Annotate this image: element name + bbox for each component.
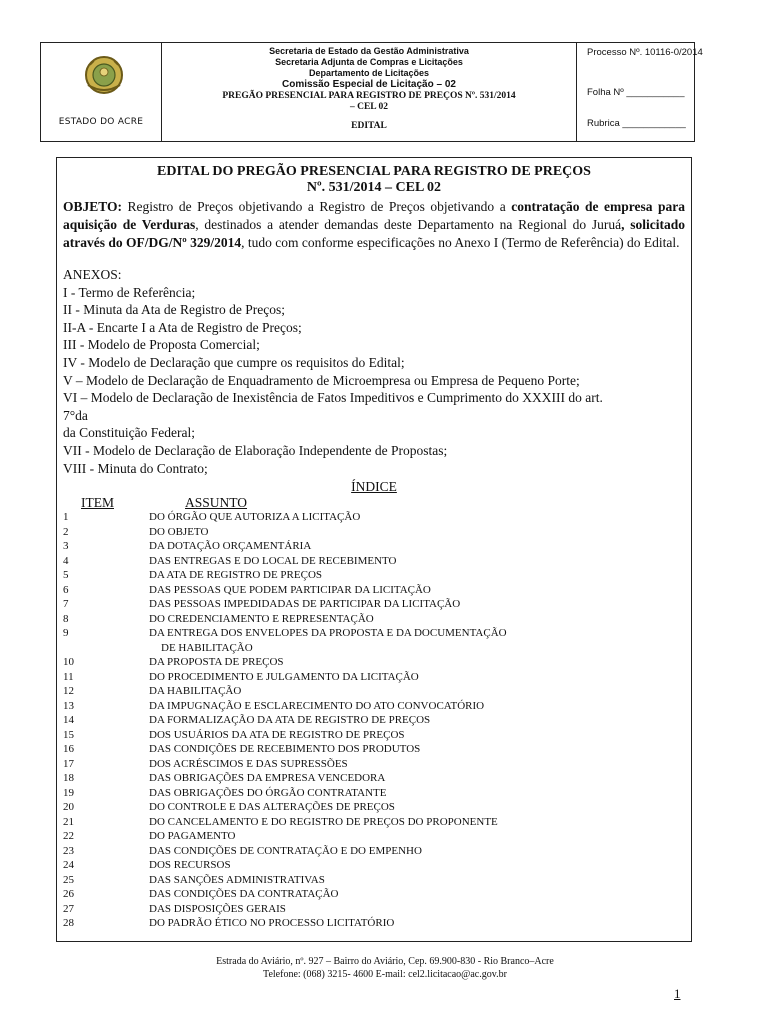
indice-row — [63, 539, 691, 554]
indice-item-number: 26 — [63, 888, 74, 901]
objeto-text-2: , destinados a atender demandas deste Departamento na Regional do Juruá — [195, 217, 622, 232]
objeto-paragraph — [63, 198, 685, 252]
comissao-line: Comissão Especial de Licitação – 02 — [282, 79, 456, 90]
indice-item-subject — [149, 554, 691, 569]
indice-subject-text: DAS SANÇÕES ADMINISTRATIVAS — [149, 873, 325, 886]
indice-row — [63, 742, 691, 757]
indice-row — [63, 815, 691, 830]
anexo-item: I - Termo de Referência; — [63, 284, 196, 300]
indice-item-number: 3 — [63, 540, 69, 553]
indice-item-subject — [149, 583, 691, 598]
indice-subject-text: DO ÓRGÃO QUE AUTORIZA A LICITAÇÃO — [149, 511, 361, 524]
indice-subject-text: DAS CONDIÇÕES DE RECEBIMENTO DOS PRODUTOS — [149, 743, 421, 756]
anexos-label: ANEXOS: — [63, 267, 122, 282]
indice-item-subject — [149, 742, 691, 757]
indice-subject-text: DAS CONDIÇÕES DA CONTRATAÇÃO — [149, 888, 339, 901]
anexo-item: VIII - Minuta do Contrato; — [63, 460, 208, 476]
state-name: ESTADO DO ACRE — [58, 117, 144, 127]
indice-item-number: 21 — [63, 815, 74, 828]
title-line-1: EDITAL DO PREGÃO PRESENCIAL PARA REGISTRO DE PREÇOS — [157, 164, 591, 179]
indice-subject-text: DOS ACRÉSCIMOS E DAS SUPRESSÕES — [149, 757, 348, 770]
indice-item-subject — [149, 815, 691, 830]
indice-subject-text: DA PROPOSTA DE PREÇOS — [149, 656, 284, 669]
indice-item-number: 8 — [63, 612, 69, 625]
folha-field: Folha Nº ___________ — [587, 87, 685, 98]
indice-row — [63, 728, 691, 743]
objeto-text-3: , tudo com conforme especificações no Anexo I (Termo de Referência) do Edital. — [241, 235, 680, 250]
indice-subject-text: DOS RECURSOS — [149, 859, 231, 872]
indice-row — [63, 568, 691, 583]
indice-item-subject — [149, 873, 691, 888]
footer-address: Estrada do Aviário, nº. 927 – Bairro do Aviário, Cep. 69.900-830 - Rio Branco–Acre — [216, 956, 554, 967]
indice-subject-text: DAS DISPOSIÇÕES GERAIS — [149, 902, 286, 915]
edital-title — [57, 164, 691, 196]
indice-item-subject — [149, 612, 691, 627]
anexo-item: III - Modelo de Proposta Comercial; — [63, 337, 260, 353]
indice-item-number: 11 — [63, 670, 74, 683]
indice-item-number: 2 — [63, 525, 69, 538]
processo-number: Processo Nº. 10116-0/2014 — [587, 47, 703, 58]
indice-item-number: 4 — [63, 554, 69, 567]
indice-item-subject — [149, 902, 691, 917]
title-line-2: Nº. 531/2014 – CEL 02 — [306, 180, 442, 195]
indice-item-subject — [149, 800, 691, 815]
indice-item-subject — [149, 786, 691, 801]
indice-row — [63, 757, 691, 772]
indice-item-subject — [149, 829, 691, 844]
indice-item-subject — [149, 655, 691, 670]
indice-item-subject — [149, 684, 691, 699]
indice-row — [63, 684, 691, 699]
indice-subject-text: DO CREDENCIAMENTO E REPRESENTAÇÃO — [149, 612, 374, 625]
indice-item-subject — [149, 699, 691, 714]
indice-item-subject — [149, 510, 691, 525]
indice-item-number: 12 — [63, 685, 74, 698]
indice-row — [63, 670, 691, 685]
indice-subject-text: DA ATA DE REGISTRO DE PREÇOS — [149, 569, 323, 582]
header-process-cell — [577, 43, 703, 141]
indice-item-subject — [149, 728, 691, 743]
footer-contact: Telefone: (068) 3215- 4600 E-mail: cel2.licitacao@ac.gov.br — [263, 969, 507, 980]
indice-item-number: 18 — [63, 772, 74, 785]
indice-item-number: 25 — [63, 873, 74, 886]
indice-item-subject — [149, 525, 691, 540]
indice-item-number: 10 — [63, 656, 74, 669]
anexos-list — [63, 266, 685, 477]
indice-subject-text: DAS CONDIÇÕES DE CONTRATAÇÃO E DO EMPENHO — [149, 844, 422, 857]
page-number: 1 — [674, 986, 681, 1001]
anexo-item: VII - Modelo de Declaração de Elaboração Independente de Propostas; — [63, 442, 448, 458]
anexo-item: II-A - Encarte I a Ata de Registro de Preços; — [63, 319, 302, 335]
indice-item-subject — [149, 757, 691, 772]
indice-item-subject — [149, 916, 691, 931]
indice-row — [63, 583, 691, 598]
indice-item-number: 20 — [63, 801, 74, 814]
indice-item-number: 27 — [63, 902, 74, 915]
indice-item-number: 24 — [63, 859, 74, 872]
anexo-item: da Constituição Federal; — [63, 425, 195, 441]
indice-item-number: 7 — [63, 598, 69, 611]
anexo-item: V – Modelo de Declaração de Enquadramento de Microempresa ou Empresa de Pequeno Porte; — [63, 372, 580, 388]
indice-subject-text: DO PAGAMENTO — [149, 830, 236, 843]
edital-content-box — [56, 157, 692, 942]
indice-row — [63, 916, 691, 931]
header-title-cell — [162, 43, 577, 141]
indice-subject-continuation: DE HABILITAÇÃO — [161, 641, 253, 654]
indice-subject-text: DAS PESSOAS QUE PODEM PARTICIPAR DA LICITAÇÃO — [149, 583, 431, 596]
indice-item-number: 28 — [63, 917, 74, 930]
indice-row — [63, 786, 691, 801]
indice-item-number: 15 — [63, 728, 74, 741]
indice-item-number: 16 — [63, 743, 74, 756]
secretaria-line: Secretaria de Estado da Gestão Administrativa — [269, 46, 469, 56]
indice-item-subject — [149, 713, 691, 728]
indice-item-subject — [149, 626, 691, 655]
indice-subject-text: DA FORMALIZAÇÃO DA ATA DE REGISTRO DE PREÇOS — [149, 714, 431, 727]
rubrica-field: Rubrica ____________ — [587, 118, 686, 129]
indice-item-number: 22 — [63, 830, 74, 843]
anexo-item: 7°da — [63, 407, 88, 423]
indice-row — [63, 829, 691, 844]
indice-item-number: 5 — [63, 569, 69, 582]
indice-row — [63, 554, 691, 569]
departamento-line: Departamento de Licitações — [308, 68, 430, 78]
indice-subject-text: DA ENTREGA DOS ENVELOPES DA PROPOSTA E DA DOCUMENTAÇÃO — [149, 627, 507, 640]
objeto-text-1: Registro de Preços objetivando a Registro de Preços objetivando a — [122, 199, 512, 214]
col-assunto-header: ASSUNTO — [185, 495, 248, 511]
secretaria-adjunta-line: Secretaria Adjunta de Compras e Licitações — [275, 57, 463, 67]
indice-row — [63, 626, 691, 655]
indice-subject-text: DAS PESSOAS IMPEDIDADAS DE PARTICIPAR DA LICITAÇÃO — [149, 598, 461, 611]
indice-row — [63, 800, 691, 815]
indice-row — [63, 873, 691, 888]
indice-row — [63, 699, 691, 714]
anexo-item: IV - Modelo de Declaração que cumpre os requisitos do Edital; — [63, 354, 405, 370]
indice-subject-text: DO OBJETO — [149, 525, 209, 538]
indice-subject-text: DA HABILITAÇÃO — [149, 685, 242, 698]
page-footer — [0, 955, 770, 981]
indice-item-number: 1 — [63, 511, 69, 524]
indice-item-number: 14 — [63, 714, 74, 727]
indice-item-number: 23 — [63, 844, 74, 857]
logo-cell — [41, 43, 162, 141]
acre-coat-of-arms-icon — [84, 55, 124, 95]
indice-row — [63, 612, 691, 627]
indice-item-subject — [149, 887, 691, 902]
anexo-item: II - Minuta da Ata de Registro de Preços; — [63, 302, 285, 318]
indice-item-number: 6 — [63, 583, 69, 596]
indice-subject-text: DA DOTAÇÃO ORÇAMENTÁRIA — [149, 540, 312, 553]
cel-line: – CEL 02 — [349, 102, 388, 112]
indice-item-subject — [149, 670, 691, 685]
indice-list — [63, 510, 691, 931]
indice-item-number: 19 — [63, 786, 74, 799]
objeto-label: OBJETO: — [63, 199, 123, 214]
indice-subject-text: DAS OBRIGAÇÕES DA EMPRESA VENCEDORA — [149, 772, 386, 785]
indice-row — [63, 844, 691, 859]
indice-item-subject — [149, 771, 691, 786]
indice-row — [63, 771, 691, 786]
anexo-item: VI – Modelo de Declaração de Inexistência de Fatos Impeditivos e Cumprimento do XXXIII do art. — [63, 390, 603, 406]
indice-subject-text: DOS USUÁRIOS DA ATA DE REGISTRO DE PREÇOS — [149, 728, 405, 741]
indice-item-subject — [149, 539, 691, 554]
indice-row — [63, 525, 691, 540]
indice-row — [63, 858, 691, 873]
indice-item-subject — [149, 568, 691, 583]
indice-row — [63, 655, 691, 670]
indice-item-number: 9 — [63, 627, 69, 640]
indice-subject-text: DAS OBRIGAÇÕES DO ÓRGÃO CONTRATANTE — [149, 786, 387, 799]
indice-row — [63, 887, 691, 902]
indice-item-subject — [149, 844, 691, 859]
edital-label: EDITAL — [351, 121, 387, 131]
pregao-line: PREGÃO PRESENCIAL PARA REGISTRO DE PREÇOS Nº. 531/2014 — [222, 91, 516, 101]
indice-subject-text: DO CANCELAMENTO E DO REGISTRO DE PREÇOS DO PROPONENTE — [149, 815, 498, 828]
document-header — [40, 42, 703, 142]
indice-subject-text: DAS ENTREGAS E DO LOCAL DE RECEBIMENTO — [149, 554, 397, 567]
indice-subject-text: DO CONTROLE E DAS ALTERAÇÕES DE PREÇOS — [149, 801, 395, 814]
indice-item-number: 17 — [63, 757, 74, 770]
indice-item-subject — [149, 858, 691, 873]
indice-subject-text: DO PADRÃO ÉTICO NO PROCESSO LICITATÓRIO — [149, 917, 395, 930]
objeto-bold-1: contratação de empresa para aquisição de Verduras — [63, 199, 686, 232]
col-item-header: ITEM — [81, 495, 114, 511]
indice-row — [63, 597, 691, 612]
indice-header — [81, 495, 691, 510]
indice-row — [63, 713, 691, 728]
indice-row — [63, 902, 691, 917]
objeto-bold-2: , solicitado através do OF/DG/Nº 329/2014 — [63, 217, 685, 250]
indice-subject-text: DO PROCEDIMENTO E JULGAMENTO DA LICITAÇÃO — [149, 670, 419, 683]
indice-row — [63, 510, 691, 525]
indice-subject-text: DA IMPUGNAÇÃO E ESCLARECIMENTO DO ATO CONVOCATÓRIO — [149, 699, 485, 712]
indice-item-number: 13 — [63, 699, 74, 712]
indice-title: ÍNDICE — [351, 479, 397, 495]
indice-item-subject — [149, 597, 691, 612]
